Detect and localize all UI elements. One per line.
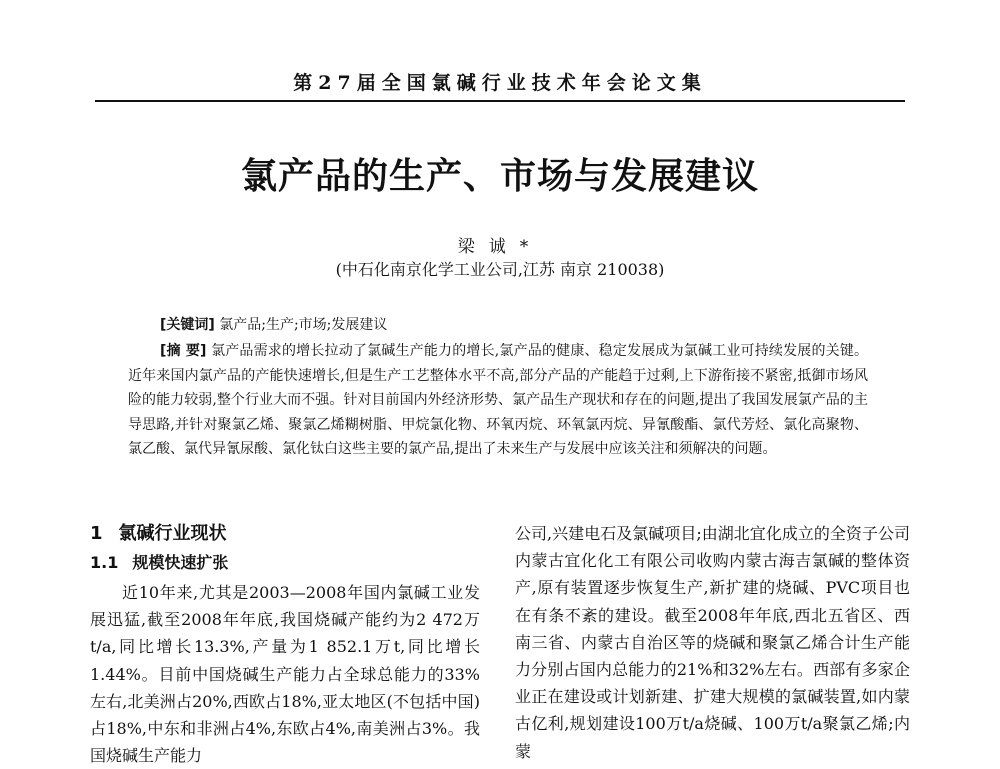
subsection-heading: [90, 550, 480, 576]
body-column-left: [90, 520, 480, 769]
abstract: [128, 339, 868, 462]
subsection-title: 规模快速扩张: [132, 553, 229, 572]
keywords-text: 氯产品;生产;市场;发展建议: [219, 317, 388, 333]
abstract-text: 氯产品需求的增长拉动了氯碱生产能力的增长,氯产品的健康、稳定发展成为氯碱工业可持续发展的关键。近年来国内氯产品的产能快速增长,但是生产工艺整体水平不高,部分产品的产能趋于过剩,上下游衔接不紧密,抵御市场风险的能力较弱,整个行业大而不强。针对目前国内外经济形势、氯产品生产现状和存在的问题,提出了我国发展氯产品的主导思路,并针对聚氯乙烯、聚氯乙烯糊树脂、甲烷氯化物、环氧丙烷、环氧氯丙烷、异氰酸酯、氯代芳烃、氯化高聚物、氯乙酸、氯代异氰尿酸、氯化钛白这些主要的氯产品,提出了未来生产与发展中应该关注和须解决的问题。: [128, 343, 869, 458]
header-rule: [95, 100, 905, 102]
running-header: 第27届全国氯碱行业技术年会论文集: [293, 72, 707, 94]
section-heading: [90, 520, 480, 548]
body-column-right: [515, 520, 910, 765]
subsection-number: 1.1: [90, 553, 119, 572]
author-affiliation: (中石化南京化学工业公司,江苏 南京 210038): [335, 260, 665, 279]
section-number: 1: [90, 523, 103, 544]
section-title: 氯碱行业现状: [118, 523, 227, 544]
article-title: 氯产品的生产、市场与发展建议: [240, 156, 759, 197]
keywords-label: [关键词]: [160, 317, 215, 333]
body-paragraph-left: 近10年来,尤其是2003—2008年国内氯碱工业发展迅猛,截至2008年年底,我国烧碱产能约为2 472万t/a,同比增长13.3%,产量为1 852.1万t,同比增长1.44%。目前中国烧碱生产能力占全球总能力的33%左右,北美洲占20%,西欧占18%,亚太地区(不包括中国)占18%,中东和非洲占4%,东欧占4%,南美洲占3%。我国烧碱生产能力: [90, 583, 480, 766]
body-paragraph-right: 公司,兴建电石及氯碱项目;由湖北宜化成立的全资子公司内蒙古宜化化工有限公司收购内蒙古海吉氯碱的整体资产,原有装置逐步恢复生产,新扩建的烧碱、PVC项目也在有条不紊的建设。截至2008年年底,西北五省区、西南三省、内蒙古自治区等的烧碱和聚氯乙烯合计生产能力分别占国内总能力的21%和32%左右。西部有多家企业正在建设或计划新建、扩建大规模的氯碱装置,如内蒙古亿利,规划建设100万t/a烧碱、100万t/a聚氯乙烯;内蒙: [515, 524, 910, 761]
author-name: 梁诚*: [457, 237, 543, 257]
keywords: [160, 315, 880, 335]
abstract-label: [摘 要]: [160, 343, 207, 359]
